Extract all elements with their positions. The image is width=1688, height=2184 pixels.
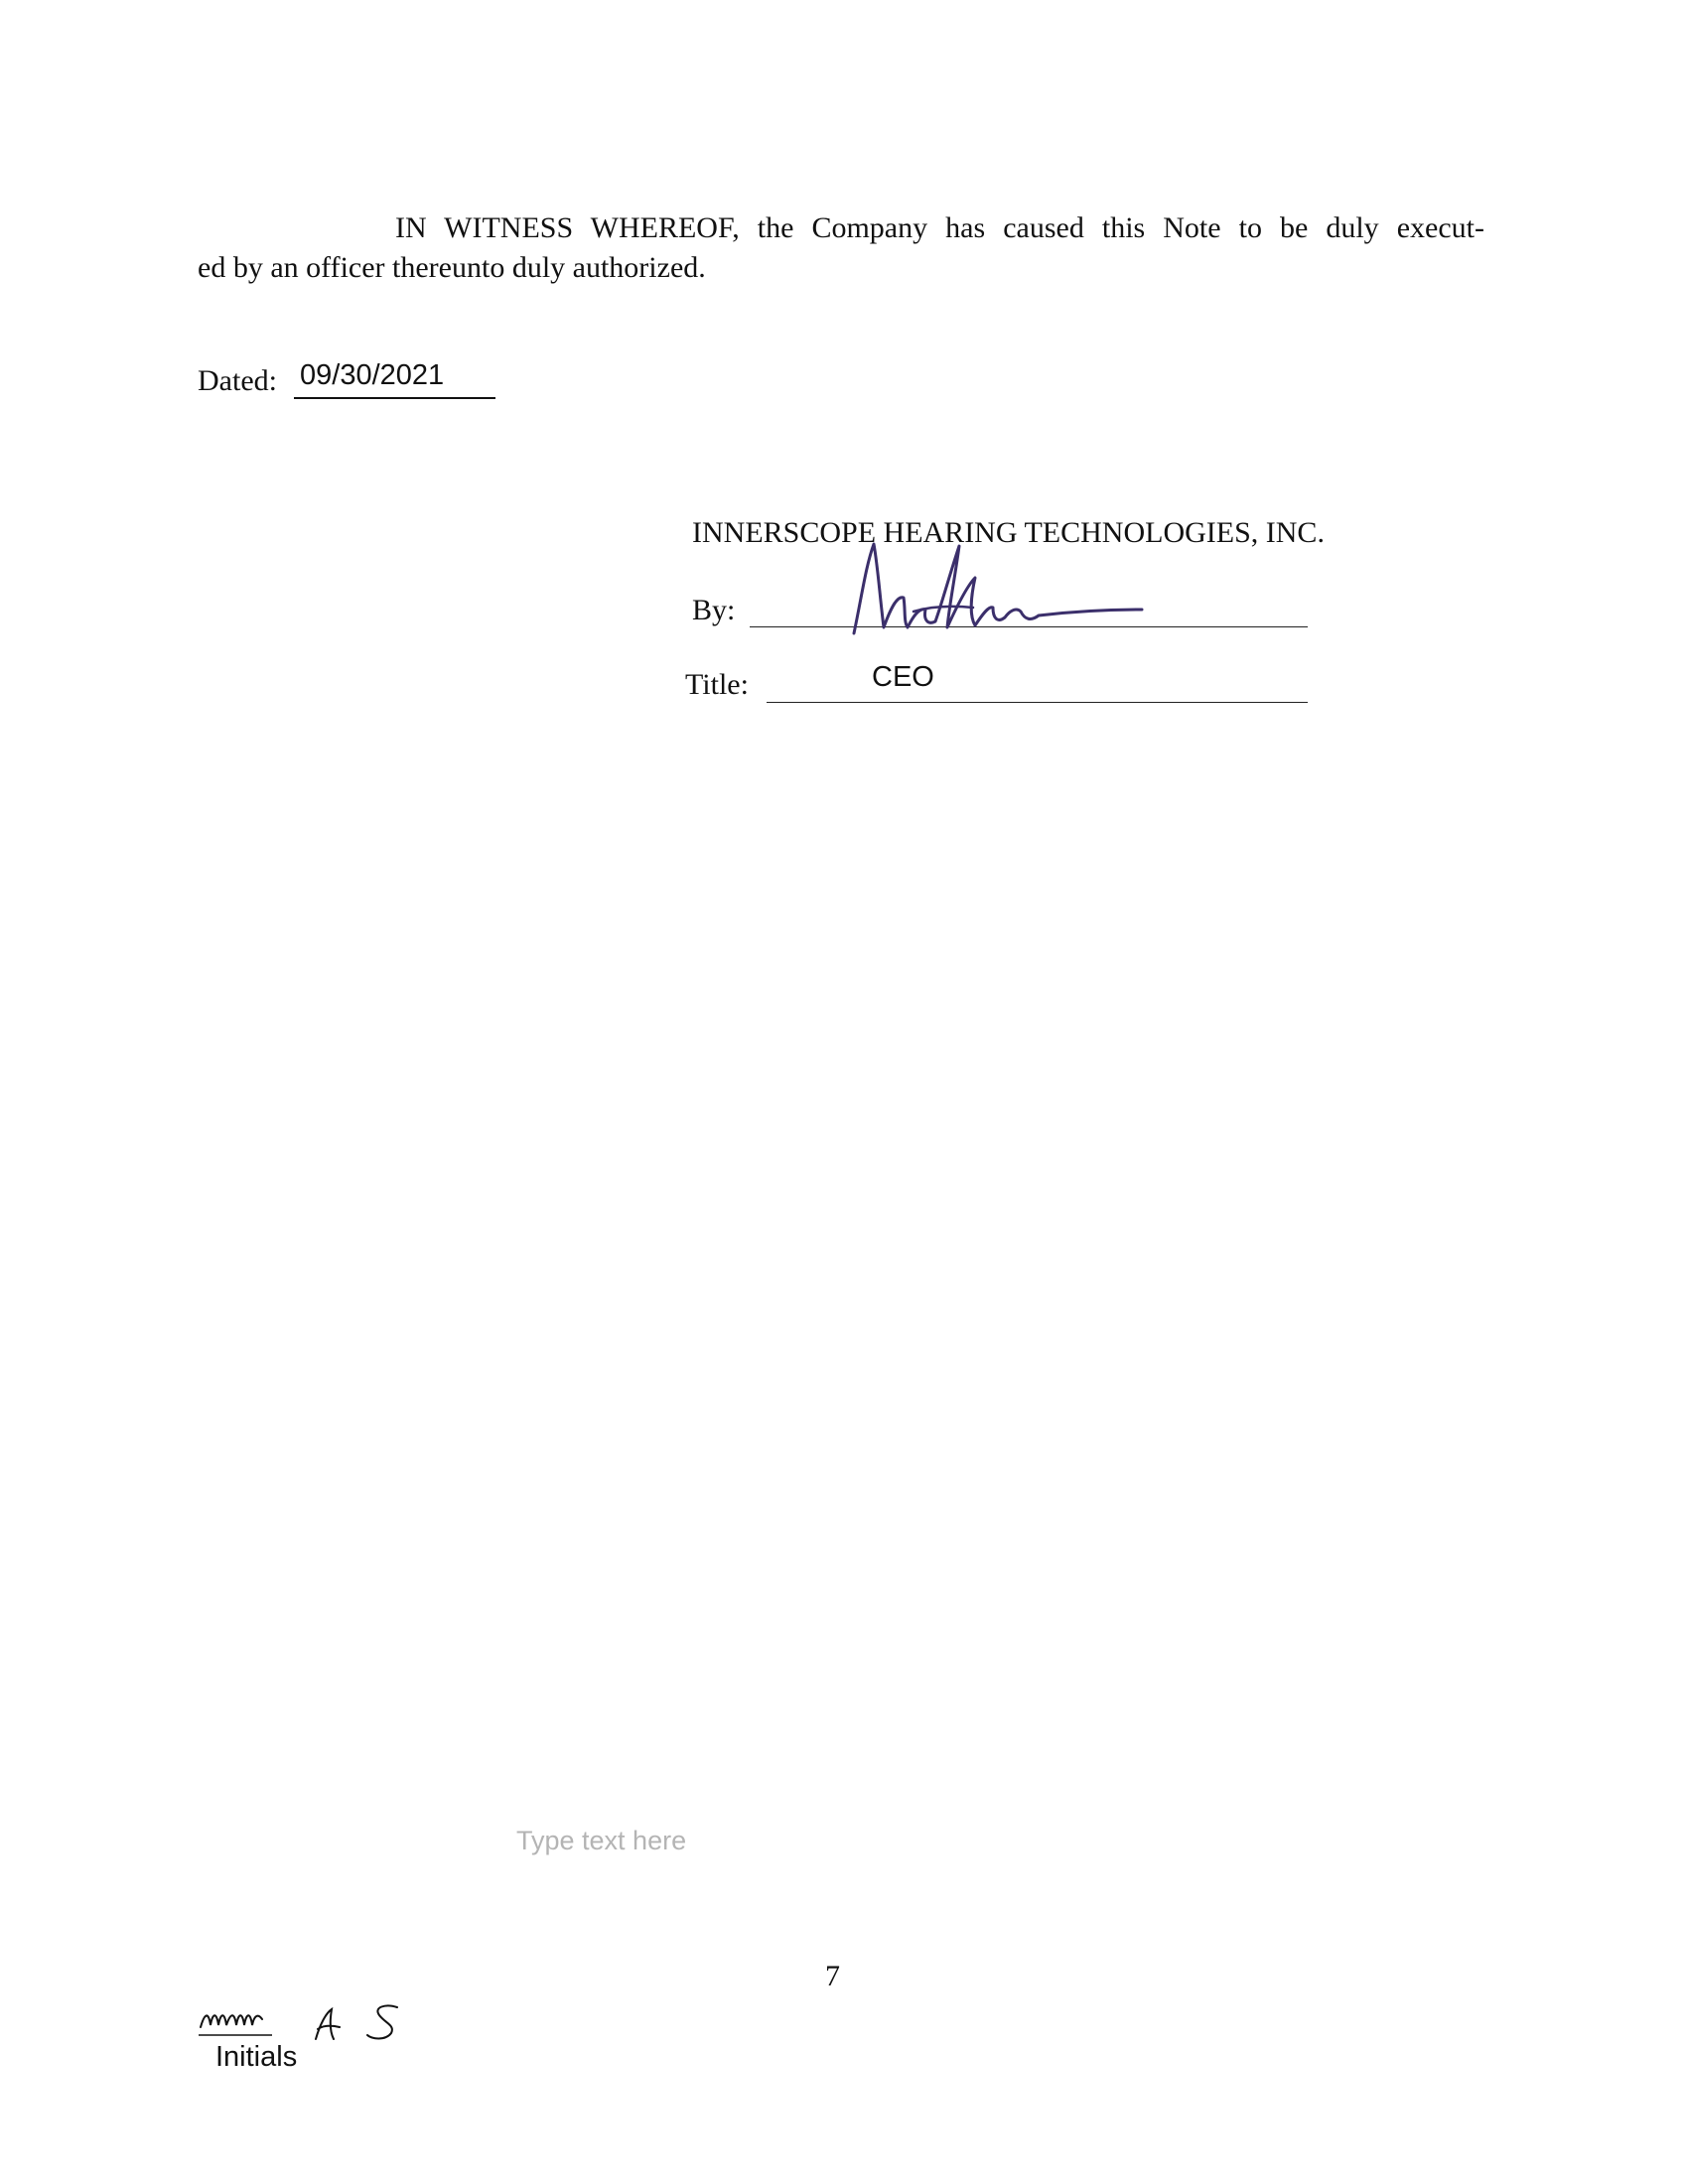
title-underline bbox=[767, 702, 1308, 703]
dated-underline bbox=[294, 397, 495, 399]
title-label: Title: bbox=[685, 668, 749, 701]
initials-label: Initials bbox=[215, 2041, 298, 2073]
by-label: By: bbox=[692, 594, 736, 626]
dated-value[interactable]: 09/30/2021 bbox=[300, 359, 445, 391]
witness-paragraph-line-1: IN WITNESS WHEREOF, the Company has caused this Note to be duly execut- bbox=[395, 211, 1484, 244]
title-value[interactable]: CEO bbox=[872, 661, 934, 693]
dated-label: Dated: bbox=[198, 364, 277, 397]
witness-paragraph-line-2: ed by an officer thereunto duly authorized. bbox=[198, 251, 706, 284]
company-name: INNERSCOPE HEARING TECHNOLOGIES, INC. bbox=[692, 516, 1325, 549]
free-text-field[interactable] bbox=[516, 1823, 735, 1858]
page-number: 7 bbox=[825, 1960, 840, 1992]
handwritten-signature bbox=[844, 536, 1152, 645]
